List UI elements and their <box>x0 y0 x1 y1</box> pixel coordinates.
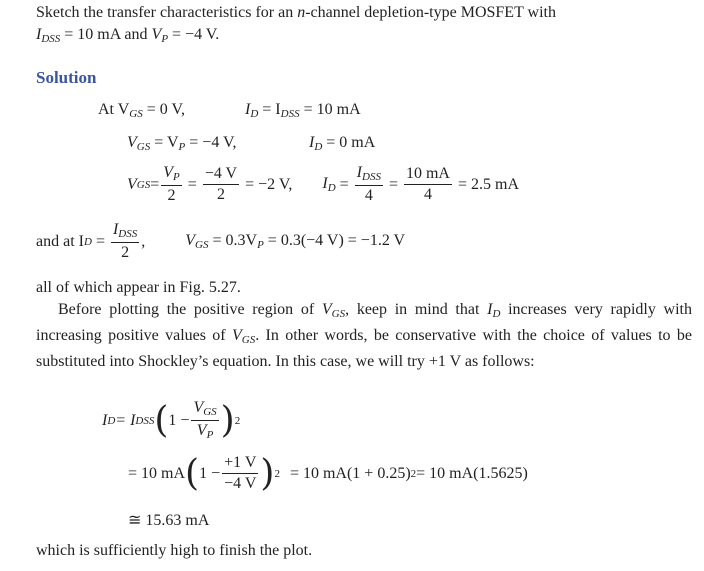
eq2-id-sub: D <box>314 141 323 153</box>
sh-lhs: I <box>102 411 108 429</box>
eq2-mid: = V <box>150 134 179 151</box>
eq-line-2-right <box>309 134 375 153</box>
problem-text-d: = −4 V. <box>168 26 220 43</box>
eq1-end: = 10 mA <box>299 101 361 118</box>
right-paren: ) <box>220 399 235 441</box>
shockley-line-1 <box>102 400 240 441</box>
sh-lhs-sub: D <box>107 414 116 427</box>
para2-s1: GS <box>331 308 346 320</box>
eq4-end: = 0.3(−4 V) = −1.2 V <box>263 232 406 249</box>
eq3-f1-num: V <box>163 164 174 181</box>
sh-f-den-sub: P <box>206 429 214 441</box>
closing-text: which is sufficiently high to finish the plot. <box>36 542 313 559</box>
eq2-id: I <box>309 134 315 151</box>
eq-line-2 <box>127 134 237 153</box>
sh-f-num-sub: GS <box>203 406 217 418</box>
eq3-f2-num: −4 V <box>203 166 239 185</box>
right-paren-2: ) <box>260 452 275 494</box>
eq4-f-num: I <box>112 221 119 238</box>
sh-sq: 2 <box>234 414 241 427</box>
eq4-lead: and at I <box>36 232 84 250</box>
n-channel-var: n <box>297 4 306 21</box>
eq3-eq: = <box>150 175 160 193</box>
eq1-tail: = I <box>258 101 281 118</box>
idss-var: I <box>36 26 42 43</box>
eq1-idss-sub: DSS <box>280 108 300 120</box>
para2-t1: Before plotting the positive region of <box>58 301 322 318</box>
eq4-frac <box>111 222 139 261</box>
sh2-sq2: 2 <box>410 467 417 480</box>
eq4-vgs-sub: GS <box>195 239 209 251</box>
shockley-line-2 <box>128 452 528 494</box>
eq3-f1-den: 2 <box>167 187 176 204</box>
sh-f-num: V <box>193 399 204 416</box>
problem-text: Sketch the transfer characteristics for an <box>36 4 294 21</box>
eq3-res: = −2 V, <box>245 175 293 193</box>
vp-sub: P <box>161 33 169 45</box>
sh2-f-den: −4 V <box>224 475 257 492</box>
sh2-c: = 10 mA(1.5625) <box>416 464 528 482</box>
eq2-id-tail: = 0 mA <box>322 134 376 151</box>
eq3-vgs-sub: GS <box>136 178 151 191</box>
para2-t3: increases very rapidly with increasing positive values of <box>36 301 693 344</box>
sh2-f-num: +1 V <box>222 455 258 474</box>
sh2-one: 1 − <box>199 464 221 482</box>
sh2-a: = 10 mA <box>128 464 186 482</box>
eq3-f4-num: 10 mA <box>404 166 452 185</box>
eq3-f3-num-sub: DSS <box>362 171 381 183</box>
idss-sub: DSS <box>41 33 61 45</box>
sh2-frac <box>222 455 258 492</box>
eq1-mid: = 0 V, <box>142 101 185 118</box>
paragraph-1: all of which appear in Fig. 5.27. <box>36 279 241 296</box>
eq1-id: I <box>245 101 251 118</box>
problem-statement <box>36 2 692 50</box>
eq3-res2: = 2.5 mA <box>457 175 520 193</box>
eq4-sub2: P <box>257 239 264 251</box>
solution-heading: Solution <box>36 68 97 87</box>
eq3-frac-2 <box>203 166 239 203</box>
eq-line-1-right <box>245 101 361 120</box>
para2-s2: D <box>492 308 501 320</box>
eq4-mid: = 0.3V <box>208 232 258 249</box>
eq3-f3-den: 4 <box>364 187 373 204</box>
eq1-id-sub: D <box>250 108 259 120</box>
eq2-vgs: V <box>127 134 137 151</box>
para2-v2: I <box>487 301 493 318</box>
sh-eq: = I <box>115 411 136 429</box>
para2-t4: . In other words, be conservative with the choice of values to be substituted into Shockley’s equation. In this case, we will try +1 V as follows: <box>36 327 692 370</box>
eq3-frac-3 <box>355 165 383 204</box>
left-paren-2: ( <box>185 452 200 494</box>
eq3-vgs: V <box>127 175 137 193</box>
problem-text-c: = 10 mA and <box>60 26 152 43</box>
eq3-f1-num-sub: P <box>173 171 180 183</box>
eq-line-4: and at I D = $\frac{I_{DSS}}{2}$ , $V_{GS} = 0.3V_P = 0.3(-4$ V) = −1.2 V <box>36 221 406 261</box>
para2-v3: V <box>231 327 242 344</box>
eq4-f-den: 2 <box>121 244 130 261</box>
sh-frac <box>191 400 218 441</box>
eq4-vgs: V <box>185 232 196 249</box>
eq3-frac-4 <box>404 166 452 203</box>
sh2-sq: 2 <box>274 467 280 480</box>
para2-v1: V <box>321 301 332 318</box>
eq-line-1 <box>98 101 185 120</box>
eq4-f-num-sub: DSS <box>118 228 138 240</box>
eq2-sub: GS <box>136 141 151 153</box>
eq3-f3-num: I <box>356 164 362 181</box>
para2-t2: , keep in mind that <box>345 301 488 318</box>
vp-var: V <box>151 26 162 43</box>
eq3-f2-den: 2 <box>216 186 225 203</box>
eq3-frac-1 <box>161 165 182 204</box>
para2-s3: GS <box>241 334 256 346</box>
eq3-id: I <box>322 175 328 192</box>
eq-line-3: V GS = $\frac{V_P}{2}$ = $\frac{-4 V}{2}$ = −2 V, $I_D$ = $\frac{I_{DSS}}{4}$ = $\frac{10 mA}{4}$ = 2.5 mA <box>127 164 520 204</box>
eq3-id-sub: D <box>327 182 336 194</box>
sh-one: 1 − <box>168 411 190 429</box>
shockley-result: ≅ 15.63 mA <box>128 512 210 529</box>
eq2-sub2: P <box>178 141 186 153</box>
problem-text-b: -channel depletion-type MOSFET with <box>305 4 556 21</box>
left-paren: ( <box>154 399 169 441</box>
sh-f-den: V <box>196 422 207 439</box>
sh2-b: = 10 mA(1 + 0.25) <box>289 464 411 482</box>
eq4-lead-sub: D <box>83 235 92 248</box>
eq1-left: At V <box>98 101 130 118</box>
paragraph-2 <box>36 299 692 373</box>
sh-eq-sub: DSS <box>135 414 155 427</box>
eq2-tail: = −4 V, <box>185 134 237 151</box>
eq1-sub: GS <box>129 108 143 120</box>
eq3-f4-den: 4 <box>423 186 432 203</box>
